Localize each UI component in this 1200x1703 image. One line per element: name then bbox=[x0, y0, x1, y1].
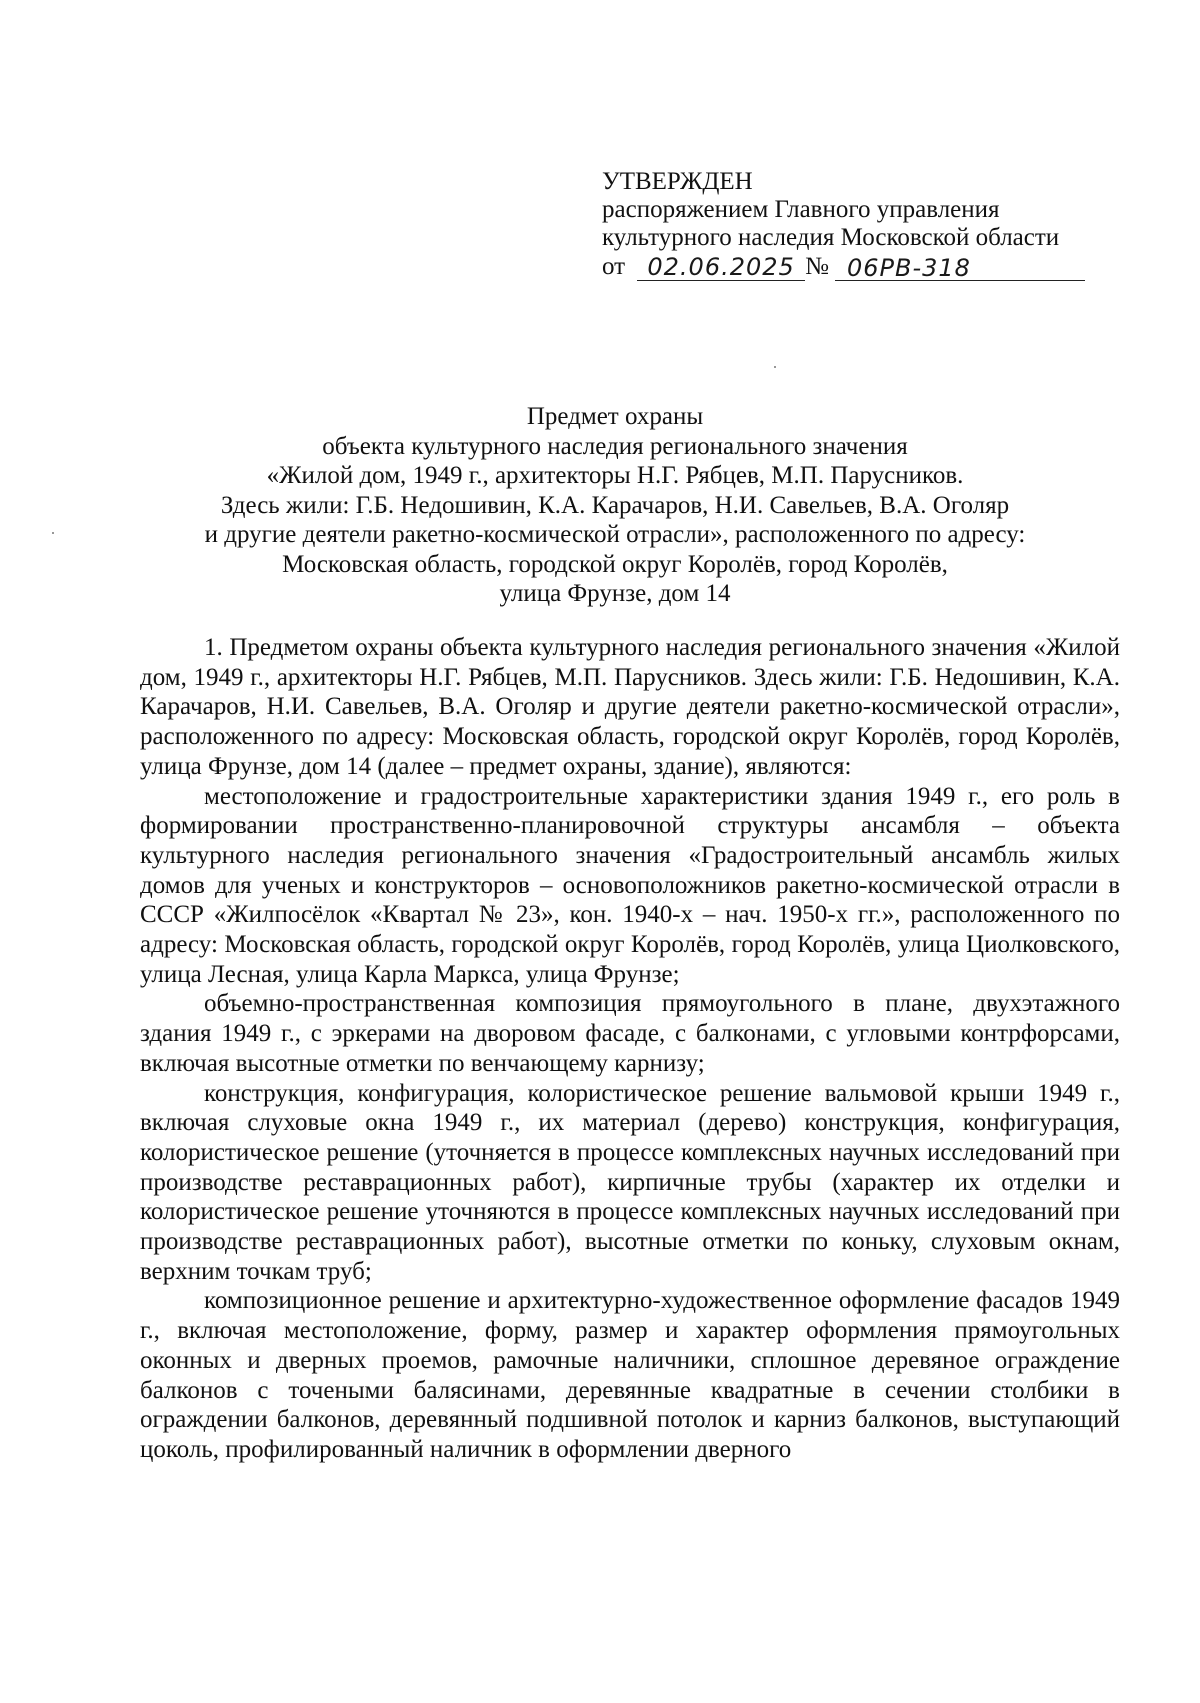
approval-heading: УТВЕРЖДЕН bbox=[602, 168, 753, 195]
scan-speck bbox=[774, 366, 776, 368]
body-paragraph: 1. Предметом охраны объекта культурного наследия регионального значения «Жилой дом, 1949 г., архитекторы Н.Г. Рябцев, М.П. Парусников. Здесь жили: Г.Б. Недошивин, К.А. Карачаров, Н.И. Савельев, В.А. Оголяр и другие деятели ракетно-космической отрасли», расположенного по адресу: Московская область, городской округ Королёв, город Королёв, улица Фрунзе, дом 14 (далее – предмет охраны, здание), являются: bbox=[140, 634, 1120, 780]
handwritten-number: 06РВ-318 bbox=[835, 255, 1085, 281]
handwritten-date: 02.06.2025 bbox=[637, 254, 805, 281]
from-label: от bbox=[602, 253, 626, 280]
scan-speck bbox=[52, 532, 54, 534]
title-line: Предмет охраны bbox=[526, 403, 704, 430]
title-line: объекта культурного наследия регионального значения bbox=[322, 432, 908, 460]
title-line: улица Фрунзе, дом 14 bbox=[499, 580, 731, 607]
number-sign: № bbox=[805, 253, 829, 280]
approval-date-number-row bbox=[602, 253, 1102, 281]
document-body bbox=[140, 633, 1120, 1465]
approval-line-2: культурного наследия Московской области bbox=[602, 224, 1060, 251]
body-paragraph: конструкция, конфигурация, колористическое решение вальмовой крыши 1949 г., включая слуховые окна 1949 г., их материал (дерево) конструкция, конфигурация, колористическое решение (уточняется в процессе комплексных научных исследований при производстве реставрационных работ), кирпичные трубы (характер их отделки и колористическое решение уточняются в процессе комплексных научных исследований при производстве реставрационных работ), высотные отметки по коньку, слуховым окнам, верхним точкам труб; bbox=[140, 1079, 1120, 1285]
title-line: и другие деятели ракетно-космической отрасли», расположенного по адресу: bbox=[204, 521, 1026, 548]
title-line: Московская область, городской округ Королёв, город Королёв, bbox=[282, 550, 948, 578]
body-paragraph: объемно-пространственная композиция прямоугольного в плане, двухэтажного здания 1949 г., с эркерами на дворовом фасаде, с балконами, с угловыми контрфорсами, включая высотные отметки по венчающему карнизу; bbox=[140, 990, 1120, 1077]
document-title bbox=[150, 402, 1080, 609]
body-paragraph: местоположение и градостроительные характеристики здания 1949 г., его роль в формировании пространственно-планировочной структуры ансамбля – объекта культурного наследия регионального значения «Градостроительный ансамбль жилых домов для ученых и конструкторов – основоположников ракетно-космической отрасли в СССР «Жилпосёлок «Квартал № 23», кон. 1940-х – нач. 1950-х гг.», расположенного по адресу: Московская область, городской округ Королёв, город Королёв, улица Циолковского, улица Лесная, улица Карла Маркса, улица Фрунзе; bbox=[140, 782, 1120, 988]
title-line: «Жилой дом, 1949 г., архитекторы Н.Г. Рябцев, М.П. Парусников. bbox=[266, 462, 964, 489]
title-line: Здесь жили: Г.Б. Недошивин, К.А. Карачаров, Н.И. Савельев, В.А. Оголяр bbox=[220, 491, 1010, 519]
body-paragraph: композиционное решение и архитектурно-художественное оформление фасадов 1949 г., включая местоположение, форму, размер и характер оформления прямоугольных оконных и дверных проемов, рамочные наличники, сплошное деревяное ограждение балконов с точеными балясинами, деревянные квадратные в сечении столбики в ограждении балконов, деревянный подшивной потолок и карниз балконов, выступающий цоколь, профилированный наличник в оформлении дверного bbox=[140, 1287, 1120, 1463]
approval-stamp-block bbox=[602, 168, 1102, 281]
approval-line-1: распоряжением Главного управления bbox=[602, 196, 1000, 223]
